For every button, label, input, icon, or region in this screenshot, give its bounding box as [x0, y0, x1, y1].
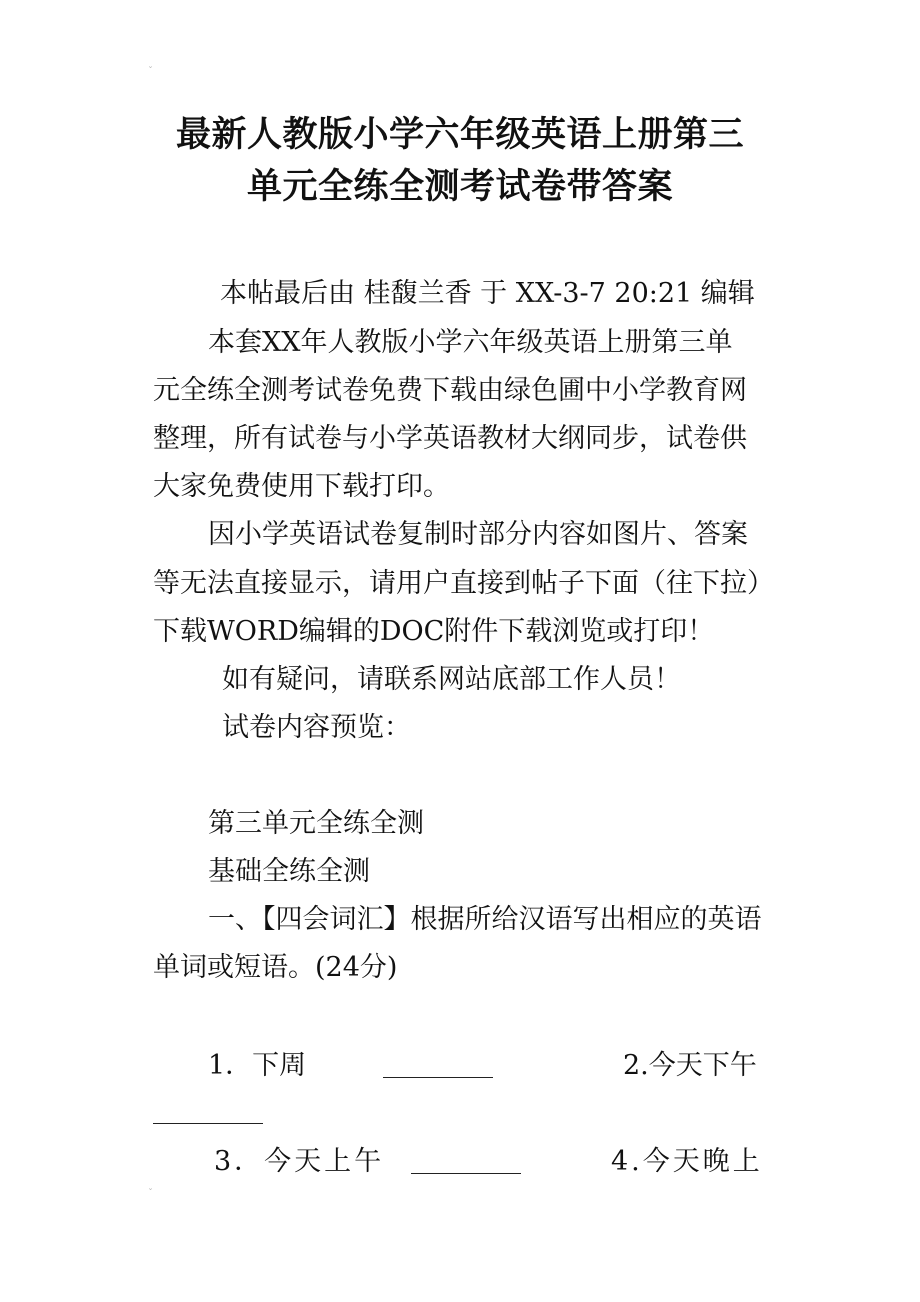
corner-mark-top: ˇ [148, 66, 153, 77]
vocab-item-3: 3．今天上午 [214, 1146, 385, 1177]
intro-paragraph-line: 本套XX年人教版小学六年级英语上册第三单 [208, 327, 733, 358]
section-subtitle: 基础全练全测 [208, 856, 370, 887]
question-instruction-line: 单词或短语。(24分) [153, 952, 398, 983]
intro-paragraph-line: 大家免费使用下载打印。 [153, 471, 450, 502]
unit-title: 第三单元全练全测 [208, 808, 424, 839]
question-instruction-line: 一、【四会词汇】根据所给汉语写出相应的英语 [208, 904, 762, 935]
intro-paragraph-line: 元全练全测考试卷免费下载由绿色圃中小学教育网 [153, 375, 747, 406]
answer-blank-1 [383, 1077, 493, 1078]
answer-blank-3 [411, 1173, 521, 1174]
vocab-item-2: 2.今天下午 [623, 1050, 757, 1081]
preview-label: 试卷内容预览： [222, 712, 411, 743]
corner-mark-bottom: ˇ [148, 1188, 153, 1199]
document-title-line-2: 单元全练全测考试卷带答案 [246, 167, 673, 207]
answer-blank-2 [153, 1123, 263, 1124]
edit-note: 本帖最后由 桂馥兰香 于 XX-3-7 20:21 编辑 [220, 278, 755, 309]
intro-paragraph-line: 整理，所有试卷与小学英语教材大纲同步，试卷供 [153, 423, 747, 454]
document-title-line-1: 最新人教版小学六年级英语上册第三 [175, 115, 744, 155]
vocab-item-1: 1．下周 [208, 1050, 307, 1081]
contact-note: 如有疑问，请联系网站底部工作人员！ [222, 664, 681, 695]
notice-paragraph-line: 因小学英语试卷复制时部分内容如图片、答案 [208, 519, 748, 550]
vocab-item-4: 4.今天晚上 [611, 1146, 763, 1177]
notice-paragraph-line: 下载WORD编辑的DOC附件下载浏览或打印！ [153, 616, 715, 647]
notice-paragraph-line: 等无法直接显示，请用户直接到帖子下面（往下拉） [153, 568, 774, 599]
